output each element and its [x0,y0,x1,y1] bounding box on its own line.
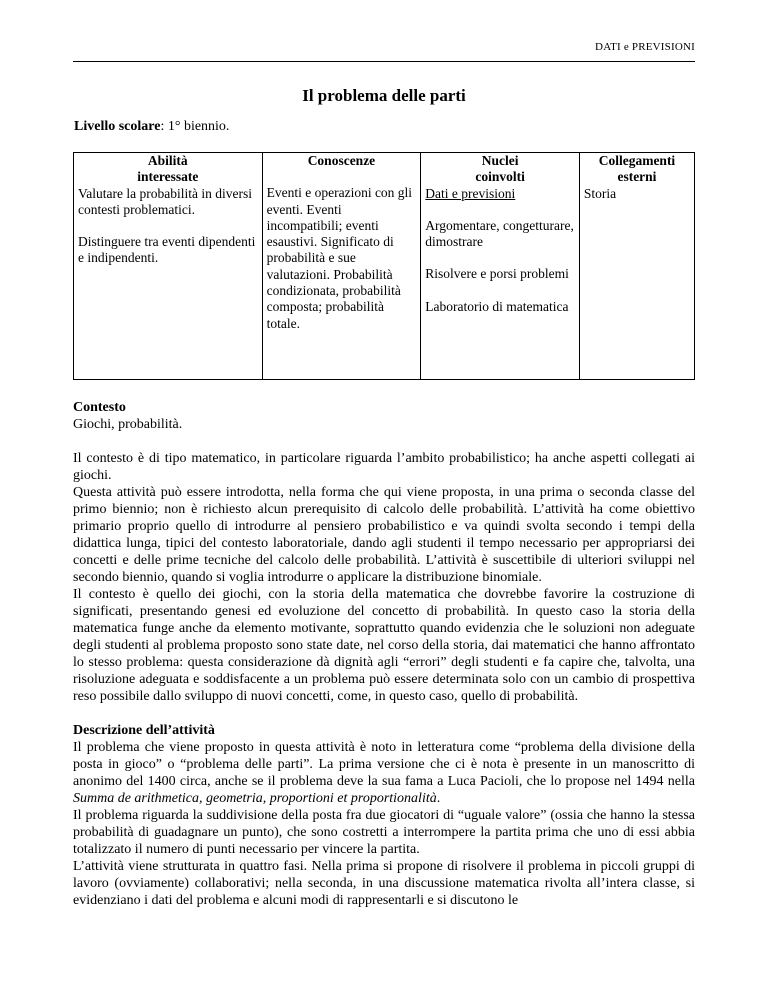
col-nuclei [421,153,580,380]
abilita-item: Valutare la probabilità in diversi contesti problematici. [78,185,252,217]
descrizione-paragraph [73,739,695,807]
school-level-label: Livello scolare [74,119,161,134]
descrizione-heading: Descrizione dell’attività [73,723,215,738]
col-collegamenti [579,153,694,380]
document-title: Il problema delle parti [302,86,466,105]
nuclei-item: Risolvere e porsi problemi [425,266,569,282]
col-abilita [74,153,263,380]
nuclei-item: Laboratorio di matematica [425,298,569,314]
col-collegamenti-header1: Collegamenti [598,153,676,168]
descrizione-text: . [436,791,441,806]
skills-table [73,152,695,380]
col-conoscenze [262,153,421,380]
contesto-paragraph: Il contesto è quello dei giochi, con la storia della matematica che dovrebbe favorire la costruzione di significati, presentando genesi ed evoluzione del concetto di probabilità. In questo caso la storia della matematica funge anche da elemento motivante, soprattutto quando evidenzia che le soluzioni non adeguate degli studenti al problema proposto sono state date, nel corso della storia, dai matematici che hanno affrontato lo stesso problema: questa considerazione dà dignità agli “errori” degli studenti e fa capire che, talvolta, una risoluzione adeguata e soddisfacente a un problema può essere determinata solo con un cambio di prospettiva reso possibile dallo sviluppo di nuovi concetti, come, in questo caso, quello di probabilità. [73,587,695,704]
school-level [74,119,229,135]
school-level-value: : 1° biennio. [160,119,230,134]
contesto-paragraph: Questa attività può essere introdotta, nella forma che qui viene proposta, in una prima o seconda classe del primo biennio; non è richiesto alcun prerequisito di calcolo delle probabilità. L’attività ha come obiettivo primario proprio quello di introdurre al pensiero probabilistico e va quindi svolta secondo i tempi della didattica lunga, tipici del contesto laboratoriale, dando agli studenti il tempo necessario per appropriarsi dei concetti e delle prime tecniche del calcolo delle probabilità. L’attività è suscettibile di ulteriori sviluppi nel secondo biennio, quando si voglia introdurre o applicare la distribuzione binomiale. [73,485,695,585]
contesto-subtitle: Giochi, probabilità. [73,417,183,432]
descrizione-paragraph: Il problema riguarda la suddivisione della posta fra due giocatori di “uguale valore” (ossia che hanno la stessa probabilità di guadagnare un punto), che sono costretti a interrompere la partita prima che uno di essi abbia totalizzato il numero di punti necessario per vincere la partita. [73,808,695,857]
descrizione-paragraph: L’attività viene strutturata in quattro fasi. Nella prima si propone di risolvere il problema in piccoli gruppi di lavoro (ovviamente) collaborativi; nella seconda, in una discussione matematica rivolta all’intera classe, si evidenziano i dati del problema e alcuni modi di rappresentarli e si discutono le [73,859,695,908]
collegamenti-text: Storia [583,185,617,201]
col-abilita-header1: Abilità [147,153,188,168]
col-nuclei-header1: Nuclei [481,153,519,168]
header-rule [73,61,695,62]
running-header: DATI e PREVISIONI [595,41,695,53]
nuclei-main: Dati e previsioni [425,185,516,201]
col-abilita-header2: interessate [137,169,199,185]
col-nuclei-header2: coinvolti [475,169,525,185]
document-body [73,399,695,909]
abilita-item: Distinguere tra eventi dipendenti e indipendenti. [78,234,256,266]
nuclei-item: Argomentare, congetturare, dimostrare [425,217,574,250]
col-conoscenze-header: Conoscenze [307,153,376,168]
contesto-heading: Contesto [73,400,126,415]
col-collegamenti-header2: esterni [617,169,657,185]
conoscenze-text: Eventi e operazioni con gli eventi. Eventi incompatibili; eventi esaustivi. Significato di probabilità e sue valutazioni. Probabilità condizionata, probabilità composta; probabilità totale. [266,185,413,331]
summa-title: Summa de arithmetica, geometria, proportioni et proportionalità [73,791,437,806]
contesto-paragraph: Il contesto è di tipo matematico, in particolare riguarda l’ambito probabilistico; ha anche aspetti collegati ai giochi. [73,451,695,483]
descrizione-text: Il problema che viene proposto in questa attività è noto in letteratura come “problema della divisione della posta in gioco” o “problema delle parti”. La prima versione che ci è nota è presente in un manoscritto di anonimo del 1400 circa, anche se il problema deve la sua fama a Luca Pacioli, che lo propose nel 1494 nella [73,740,695,789]
